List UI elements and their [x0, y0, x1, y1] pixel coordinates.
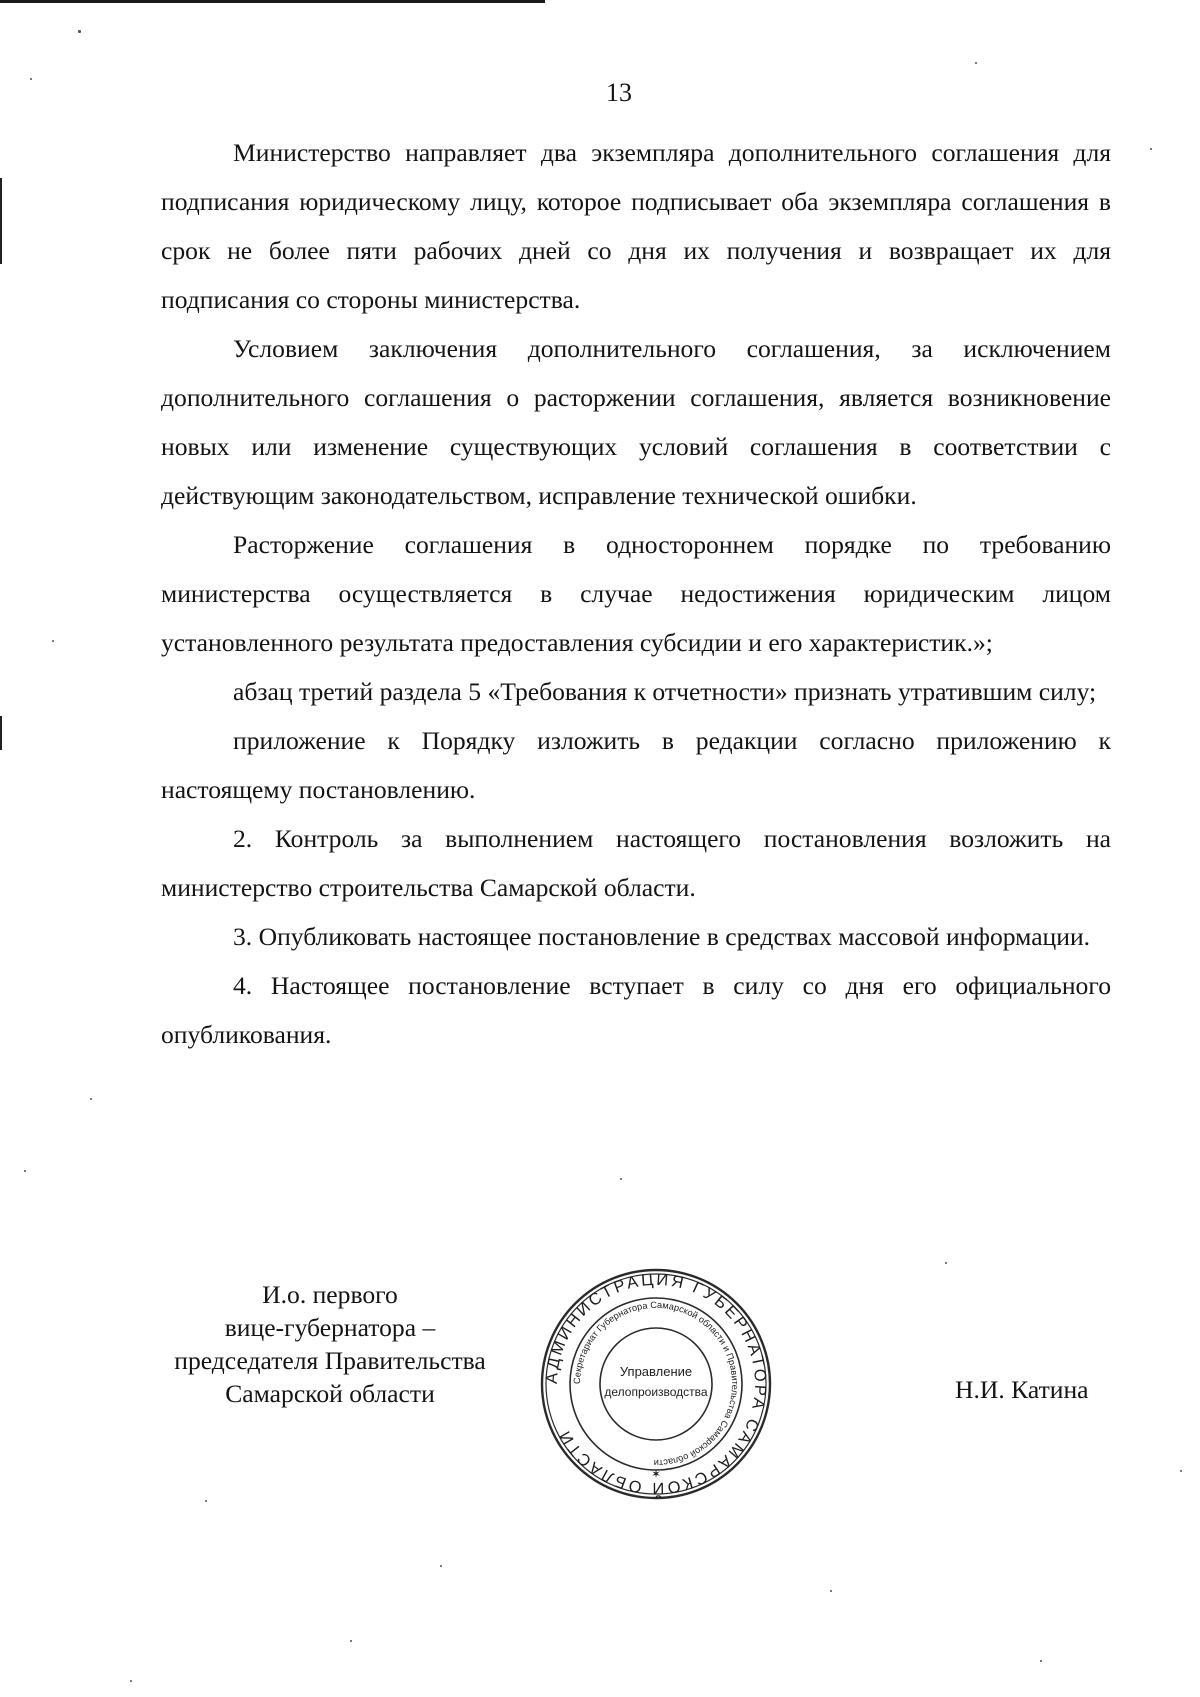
- scan-speck: [52, 640, 54, 642]
- seal-inner-text: Секретариат Губернатора Самарской области и Правительства Самарской области: [571, 1299, 741, 1469]
- seal-center-line: Управление: [619, 1364, 693, 1379]
- seal-star-icon: ✶: [650, 1467, 662, 1481]
- page-number: 13: [606, 78, 632, 107]
- left-edge-mark: [0, 178, 2, 264]
- scan-speck: [620, 1178, 622, 1180]
- top-edge-rule: [0, 0, 545, 3]
- signatory-name: Н.И. Катина: [955, 1375, 1089, 1404]
- paragraph: 3. Опубликовать настоящее постановление в средствах массовой информации.: [233, 922, 1091, 951]
- seal-center-line: делопроизводства: [604, 1385, 708, 1399]
- scan-speck: [130, 1680, 132, 1682]
- left-edge-mark: [0, 716, 2, 750]
- signatory-position: [140, 1278, 520, 1410]
- scan-speck: [78, 30, 81, 33]
- paragraph: абзац третий раздела 5 «Требования к отчетности» признать утратившим силу;: [233, 677, 1097, 706]
- scan-speck: [975, 62, 977, 64]
- scan-speck: [1040, 1660, 1042, 1662]
- paragraph: приложение к Порядку изложить в редакции согласно приложению к настоящему постановлению.: [161, 726, 1111, 804]
- signatory-position-line: председателя Правительства: [174, 1346, 486, 1375]
- scan-speck: [945, 1262, 947, 1264]
- scan-speck: [205, 1500, 207, 1502]
- scan-speck: [1150, 148, 1152, 150]
- signatory-position-line: И.о. первого: [262, 1280, 398, 1309]
- paragraph: 4. Настоящее постановление вступает в силу со дня его официального опубликования.: [161, 971, 1111, 1049]
- seal-outer-text: АДМИНИСТРАЦИЯ ГУБЕРНАТОРА САМАРСКОЙ ОБЛАСТИ: [542, 1270, 770, 1498]
- document-body: [161, 128, 1111, 1059]
- official-seal: [540, 1268, 772, 1500]
- paragraph: Министерство направляет два экземпляра дополнительного соглашения для подписания юридическому лицу, которое подписывает оба экземпляра соглашения в срок не более пяти рабочих дней со дня их получения и возвращает их для подписания со стороны министерства.: [161, 138, 1111, 314]
- scan-speck: [24, 1170, 26, 1172]
- signatory-position-line: вице-губернатора –: [224, 1313, 436, 1342]
- paragraph: Условием заключения дополнительного соглашения, за исключением дополнительного соглашения о расторжении соглашения, является возникновение новых или изменение существующих условий соглашения в соответствии с действующим законодательством, исправление технической ошибки.: [161, 334, 1111, 510]
- paragraph: Расторжение соглашения в одностороннем порядке по требованию министерства осуществляется в случае недостижения юридическим лицом установленного результата предоставления субсидии и его характеристик.»;: [161, 530, 1111, 657]
- paragraph: 2. Контроль за выполнением настоящего постановления возложить на министерство строительства Самарской области.: [161, 824, 1111, 902]
- scan-speck: [830, 1590, 832, 1592]
- signatory-position-line: Самарской области: [225, 1379, 435, 1408]
- scan-speck: [440, 1565, 442, 1567]
- scan-speck: [30, 78, 32, 80]
- scan-speck: [350, 1640, 352, 1642]
- scan-speck: [90, 1098, 92, 1100]
- scan-speck: [1180, 1470, 1182, 1472]
